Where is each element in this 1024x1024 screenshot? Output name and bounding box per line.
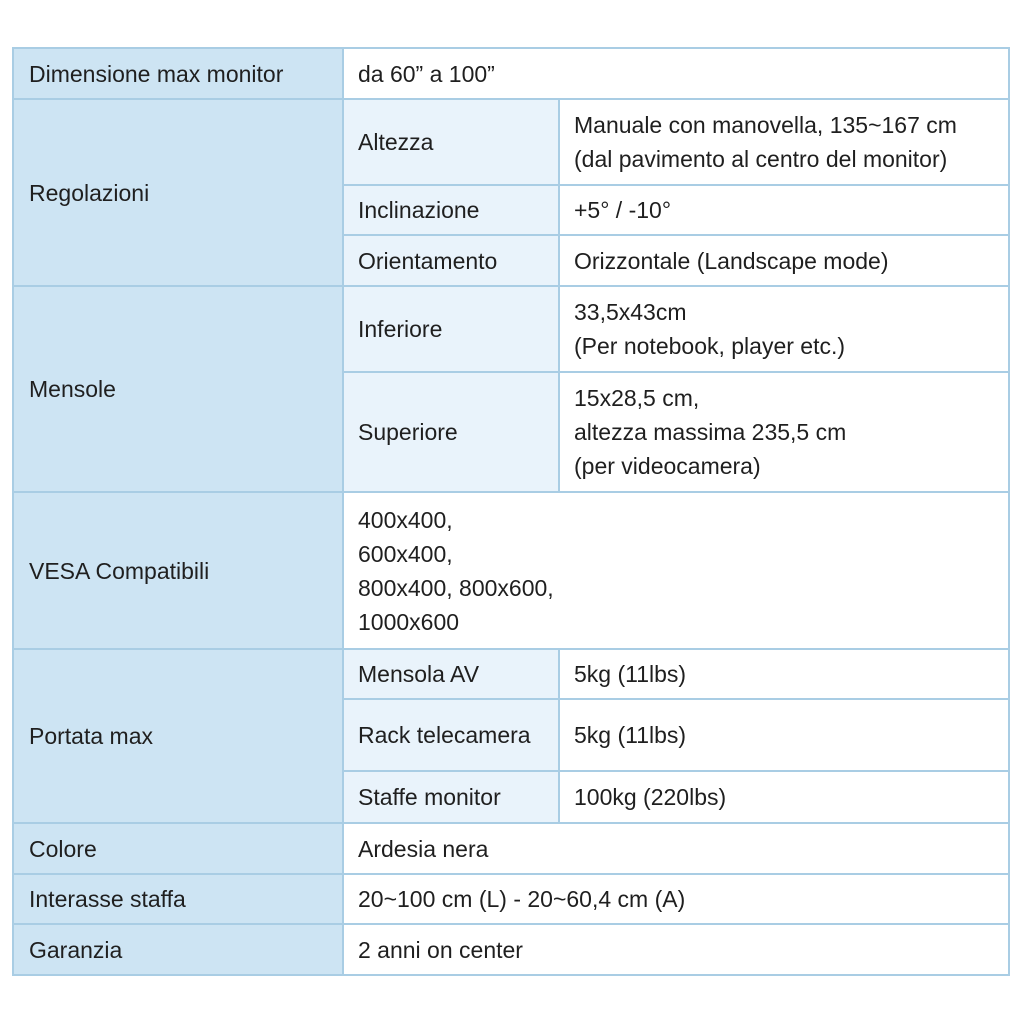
value-inclinazione: +5° / -10° <box>559 185 1009 235</box>
sub-label-orientamento: Orientamento <box>343 235 559 286</box>
category-mensole: Mensole <box>13 286 343 492</box>
table-row-colore <box>13 823 1009 874</box>
table-row-dimensione <box>13 48 1009 99</box>
sub-label-inferiore: Inferiore <box>343 286 559 372</box>
value-orientamento: Orizzontale (Landscape mode) <box>559 235 1009 286</box>
category-interasse: Interasse staffa <box>13 874 343 924</box>
category-vesa: VESA Compatibili <box>13 492 343 649</box>
value-colore: Ardesia nera <box>343 823 1009 874</box>
sub-label-staffe: Staffe monitor <box>343 771 559 823</box>
value-altezza: Manuale con manovella, 135~167 cm (dal pavimento al centro del monitor) <box>559 99 1009 185</box>
value-interasse: 20~100 cm (L) - 20~60,4 cm (A) <box>343 874 1009 924</box>
table-row-interasse <box>13 874 1009 924</box>
value-superiore: 15x28,5 cm, altezza massima 235,5 cm (per videocamera) <box>559 372 1009 492</box>
table-row-altezza <box>13 99 1009 185</box>
table-row-garanzia <box>13 924 1009 975</box>
value-mensola-av: 5kg (11lbs) <box>559 649 1009 699</box>
value-inferiore: 33,5x43cm (Per notebook, player etc.) <box>559 286 1009 372</box>
category-garanzia: Garanzia <box>13 924 343 975</box>
sub-label-inclinazione: Inclinazione <box>343 185 559 235</box>
sub-label-superiore: Superiore <box>343 372 559 492</box>
table-row-vesa <box>13 492 1009 649</box>
sub-label-altezza: Altezza <box>343 99 559 185</box>
category-regolazioni: Regolazioni <box>13 99 343 286</box>
value-dimensione: da 60” a 100” <box>343 48 1009 99</box>
sub-label-mensola-av: Mensola AV <box>343 649 559 699</box>
table-row-inferiore <box>13 286 1009 372</box>
category-colore: Colore <box>13 823 343 874</box>
value-staffe: 100kg (220lbs) <box>559 771 1009 823</box>
value-garanzia: 2 anni on center <box>343 924 1009 975</box>
sub-label-rack: Rack telecamera <box>343 699 559 771</box>
value-vesa: 400x400, 600x400, 800x400, 800x600, 1000x600 <box>343 492 1009 649</box>
category-portata: Portata max <box>13 649 343 823</box>
category-dimensione: Dimensione max monitor <box>13 48 343 99</box>
value-rack: 5kg (11lbs) <box>559 699 1009 771</box>
spec-table <box>12 47 1010 976</box>
table-row-mensola-av <box>13 649 1009 699</box>
